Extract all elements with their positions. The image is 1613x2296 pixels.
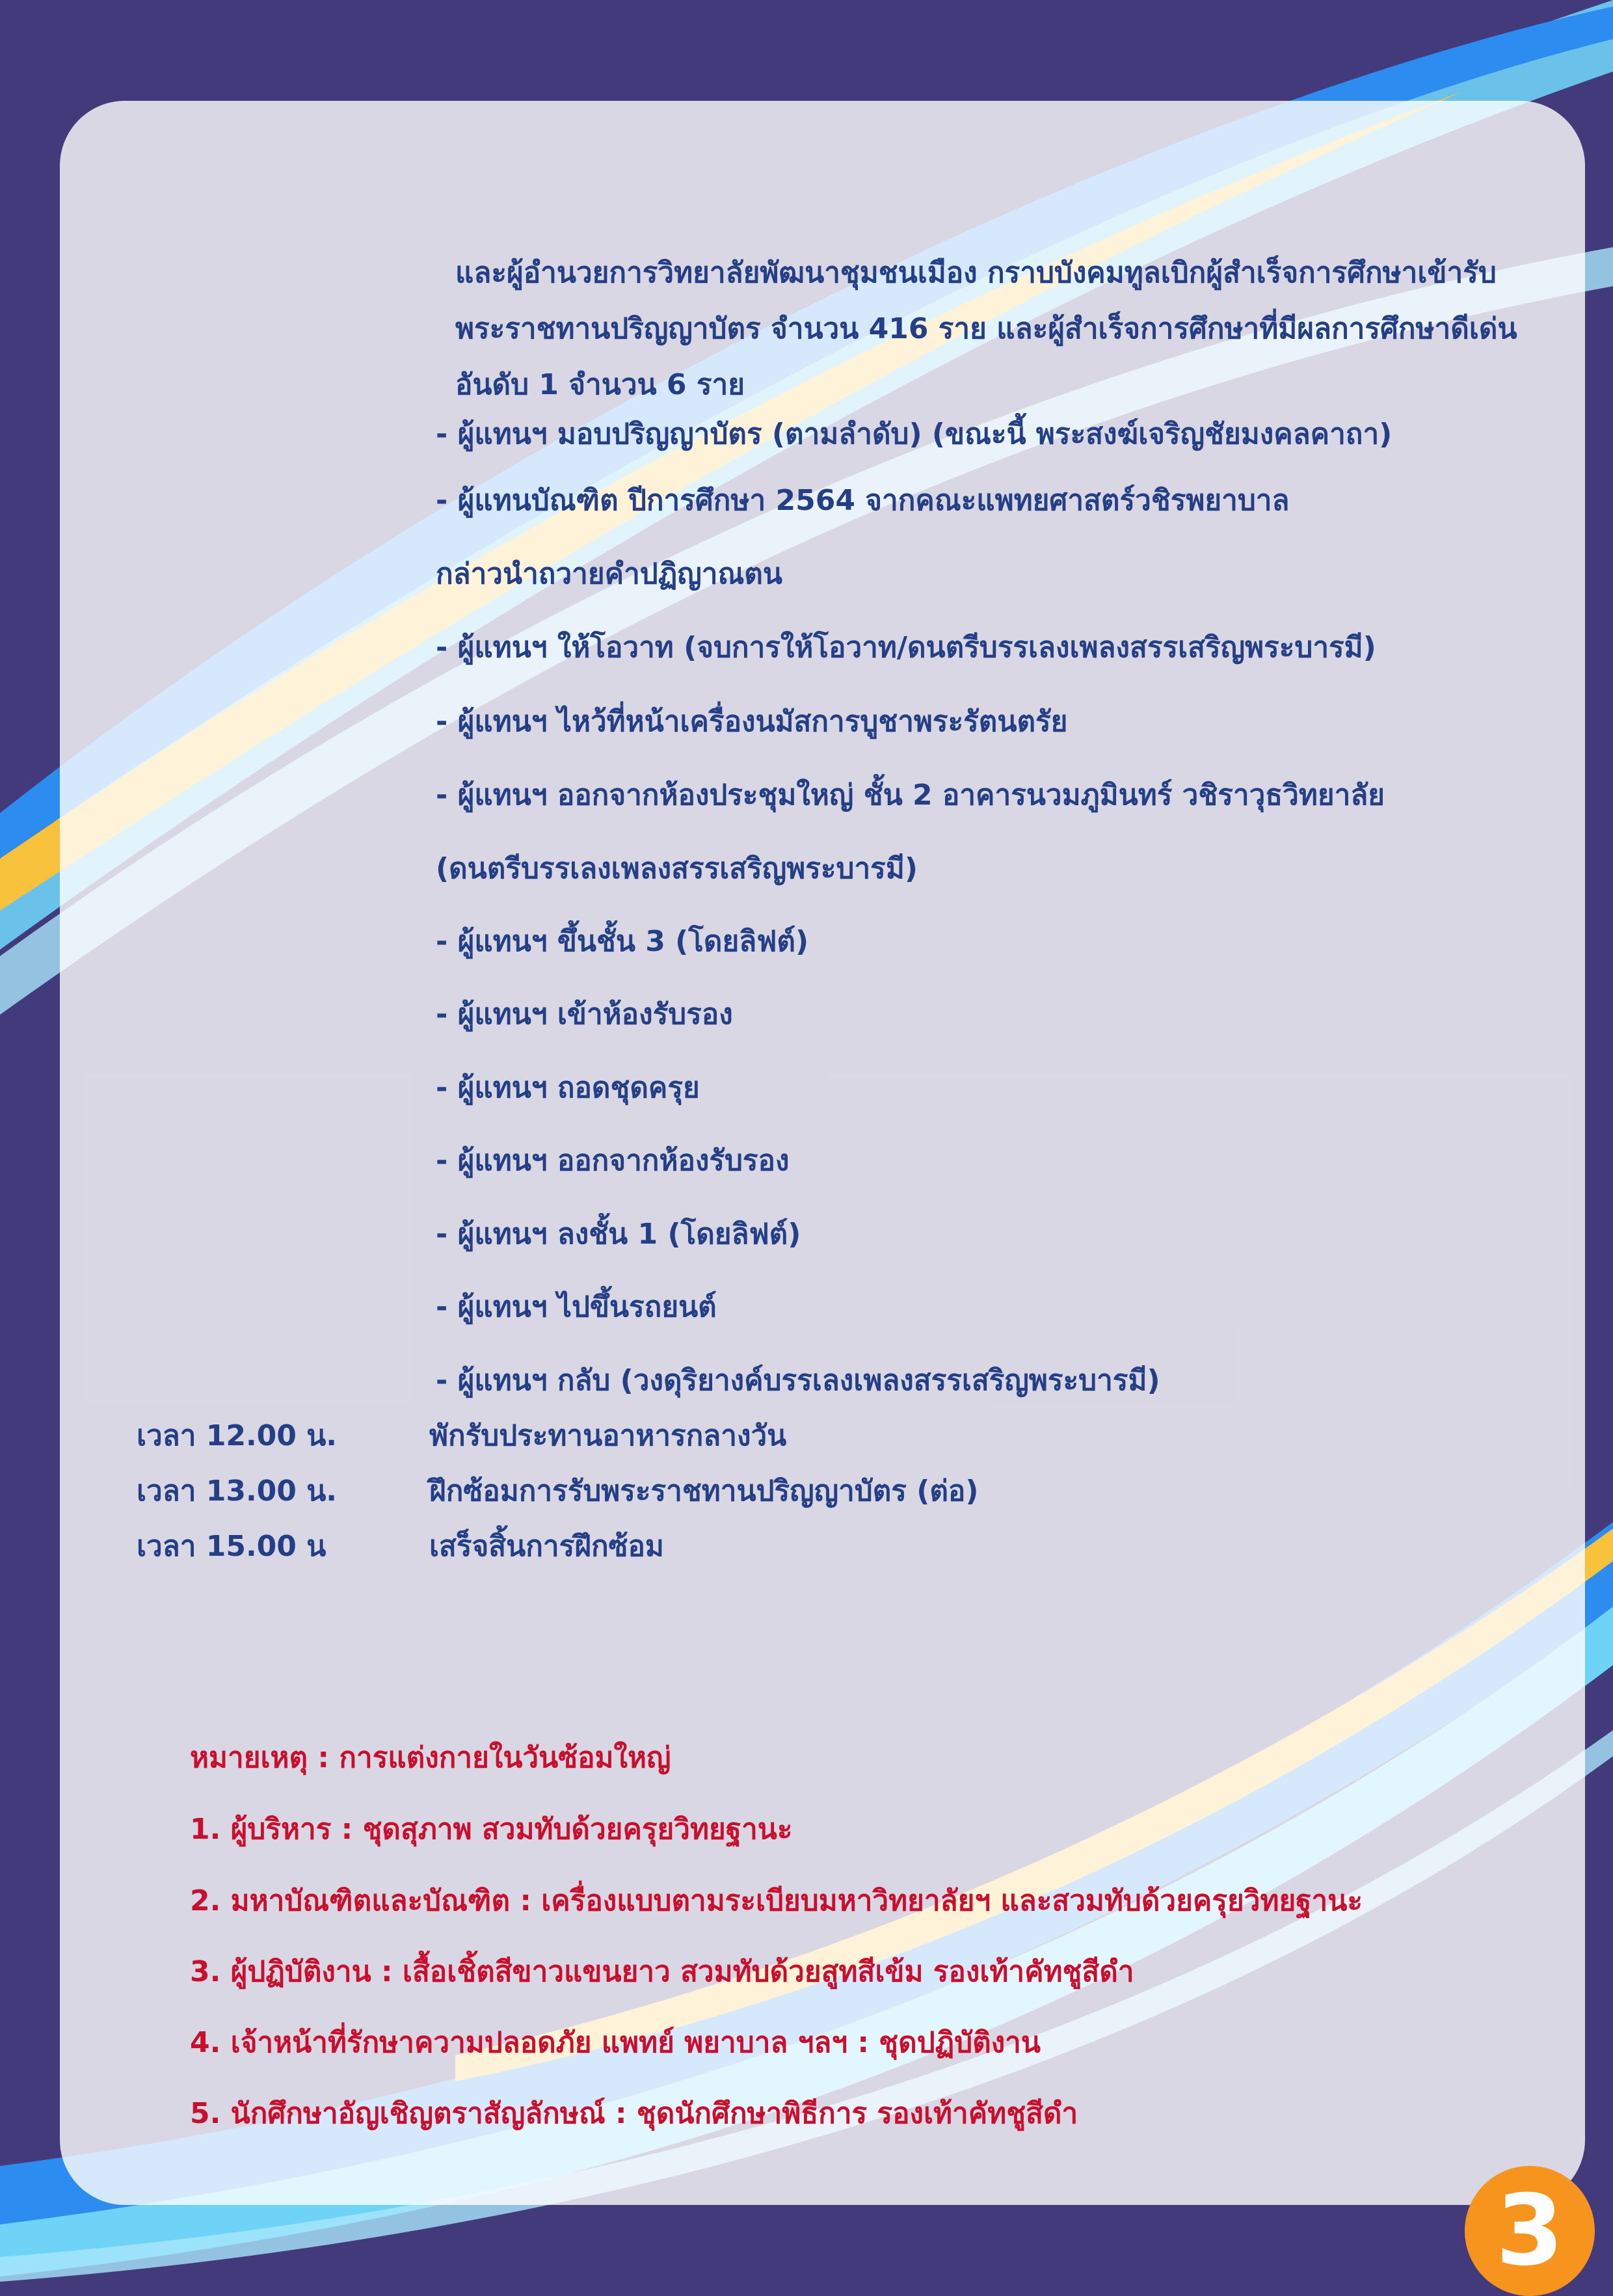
- intro-line: อันดับ 1 จำนวน 6 ราย: [455, 368, 745, 401]
- step-item: กล่าวนำถวายคำปฏิญาณตน: [436, 557, 782, 591]
- note-item: 5. นักศึกษาอัญเชิญตราสัญลักษณ์ : ชุดนักศึกษาพิธีการ รองเท้าคัทชูสีดำ: [190, 2097, 1078, 2130]
- note-item: 2. มหาบัณฑิตและบัณฑิต : เครื่องแบบตามระเบียบมหาวิทยาลัยฯ และสวมทับด้วยครุยวิทยฐานะ: [190, 1884, 1363, 1917]
- step-item: - ผู้แทนฯ มอบปริญญาบัตร (ตามลำดับ) (ขณะนี้ พระสงฆ์เจริญชัยมงคลคาถา): [436, 418, 1393, 451]
- schedule-event: ฝึกซ้อมการรับพระราชทานปริญญาบัตร (ต่อ): [429, 1475, 979, 1508]
- step-item: - ผู้แทนฯ ไหว้ที่หน้าเครื่องนมัสการบูชาพระรัตนตรัย: [436, 705, 1068, 738]
- step-item: - ผู้แทนฯ กลับ (วงดุริยางค์บรรเลงเพลงสรรเสริญพระบารมี): [436, 1364, 1160, 1397]
- note-item: 1. ผู้บริหาร : ชุดสุภาพ สวมทับด้วยครุยวิทยฐานะ: [190, 1813, 793, 1846]
- intro-line: พระราชทานปริญญาบัตร จำนวน 416 ราย และผู้สำเร็จการศึกษาที่มีผลการศึกษาดีเด่น: [455, 312, 1517, 345]
- page-number-badge: [1465, 2166, 1595, 2296]
- step-item: - ผู้แทนฯ ลงชั้น 1 (โดยลิฟต์): [436, 1218, 801, 1251]
- schedule-time: เวลา 13.00 น.: [137, 1475, 338, 1508]
- step-item: - ผู้แทนฯ ออกจากห้องประชุมใหญ่ ชั้น 2 อาคารนวมภูมินทร์ วชิราวุธวิทยาลัย: [436, 779, 1385, 812]
- schedule-event: เสร็จสิ้นการฝึกซ้อม: [429, 1530, 664, 1563]
- schedule-time: เวลา 12.00 น.: [137, 1419, 338, 1452]
- step-item: - ผู้แทนฯ ขึ้นชั้น 3 (โดยลิฟต์): [436, 925, 809, 958]
- notes-title: หมายเหตุ : การแต่งกายในวันซ้อมใหญ่: [190, 1741, 671, 1774]
- page-number: 3: [1495, 2174, 1564, 2288]
- step-item: - ผู้แทนฯ ออกจากห้องรับรอง: [436, 1144, 790, 1177]
- intro-line: และผู้อำนวยการวิทยาลัยพัฒนาชุมชนเมือง กราบบังคมทูลเบิกผู้สำเร็จการศึกษาเข้ารับ: [455, 256, 1497, 289]
- step-item: - ผู้แทนฯ เข้าห้องรับรอง: [436, 998, 733, 1031]
- step-item: - ผู้แทนฯ ถอดชุดครุย: [436, 1071, 700, 1104]
- schedule-event: พักรับประทานอาหารกลางวัน: [429, 1419, 787, 1452]
- step-item: - ผู้แทนฯ ให้โอวาท (จบการให้โอวาท/ดนตรีบรรเลงเพลงสรรเสริญพระบารมี): [436, 631, 1376, 664]
- step-item: - ผู้แทนบัณฑิต ปีการศึกษา 2564 จากคณะแพทยศาสตร์วชิรพยาบาล: [436, 484, 1290, 517]
- schedule-time: เวลา 15.00 น: [137, 1530, 327, 1563]
- step-item: (ดนตรีบรรเลงเพลงสรรเสริญพระบารมี): [436, 852, 918, 885]
- step-item: - ผู้แทนฯ ไปขึ้นรถยนต์: [436, 1290, 717, 1324]
- note-item: 3. ผู้ปฏิบัติงาน : เสื้อเชิ้ตสีขาวแขนยาว สวมทับด้วยสูทสีเข้ม รองเท้าคัทชูสีดำ: [190, 1955, 1134, 1988]
- note-item: 4. เจ้าหน้าที่รักษาความปลอดภัย แพทย์ พยาบาล ฯลฯ : ชุดปฏิบัติงาน: [190, 2026, 1041, 2059]
